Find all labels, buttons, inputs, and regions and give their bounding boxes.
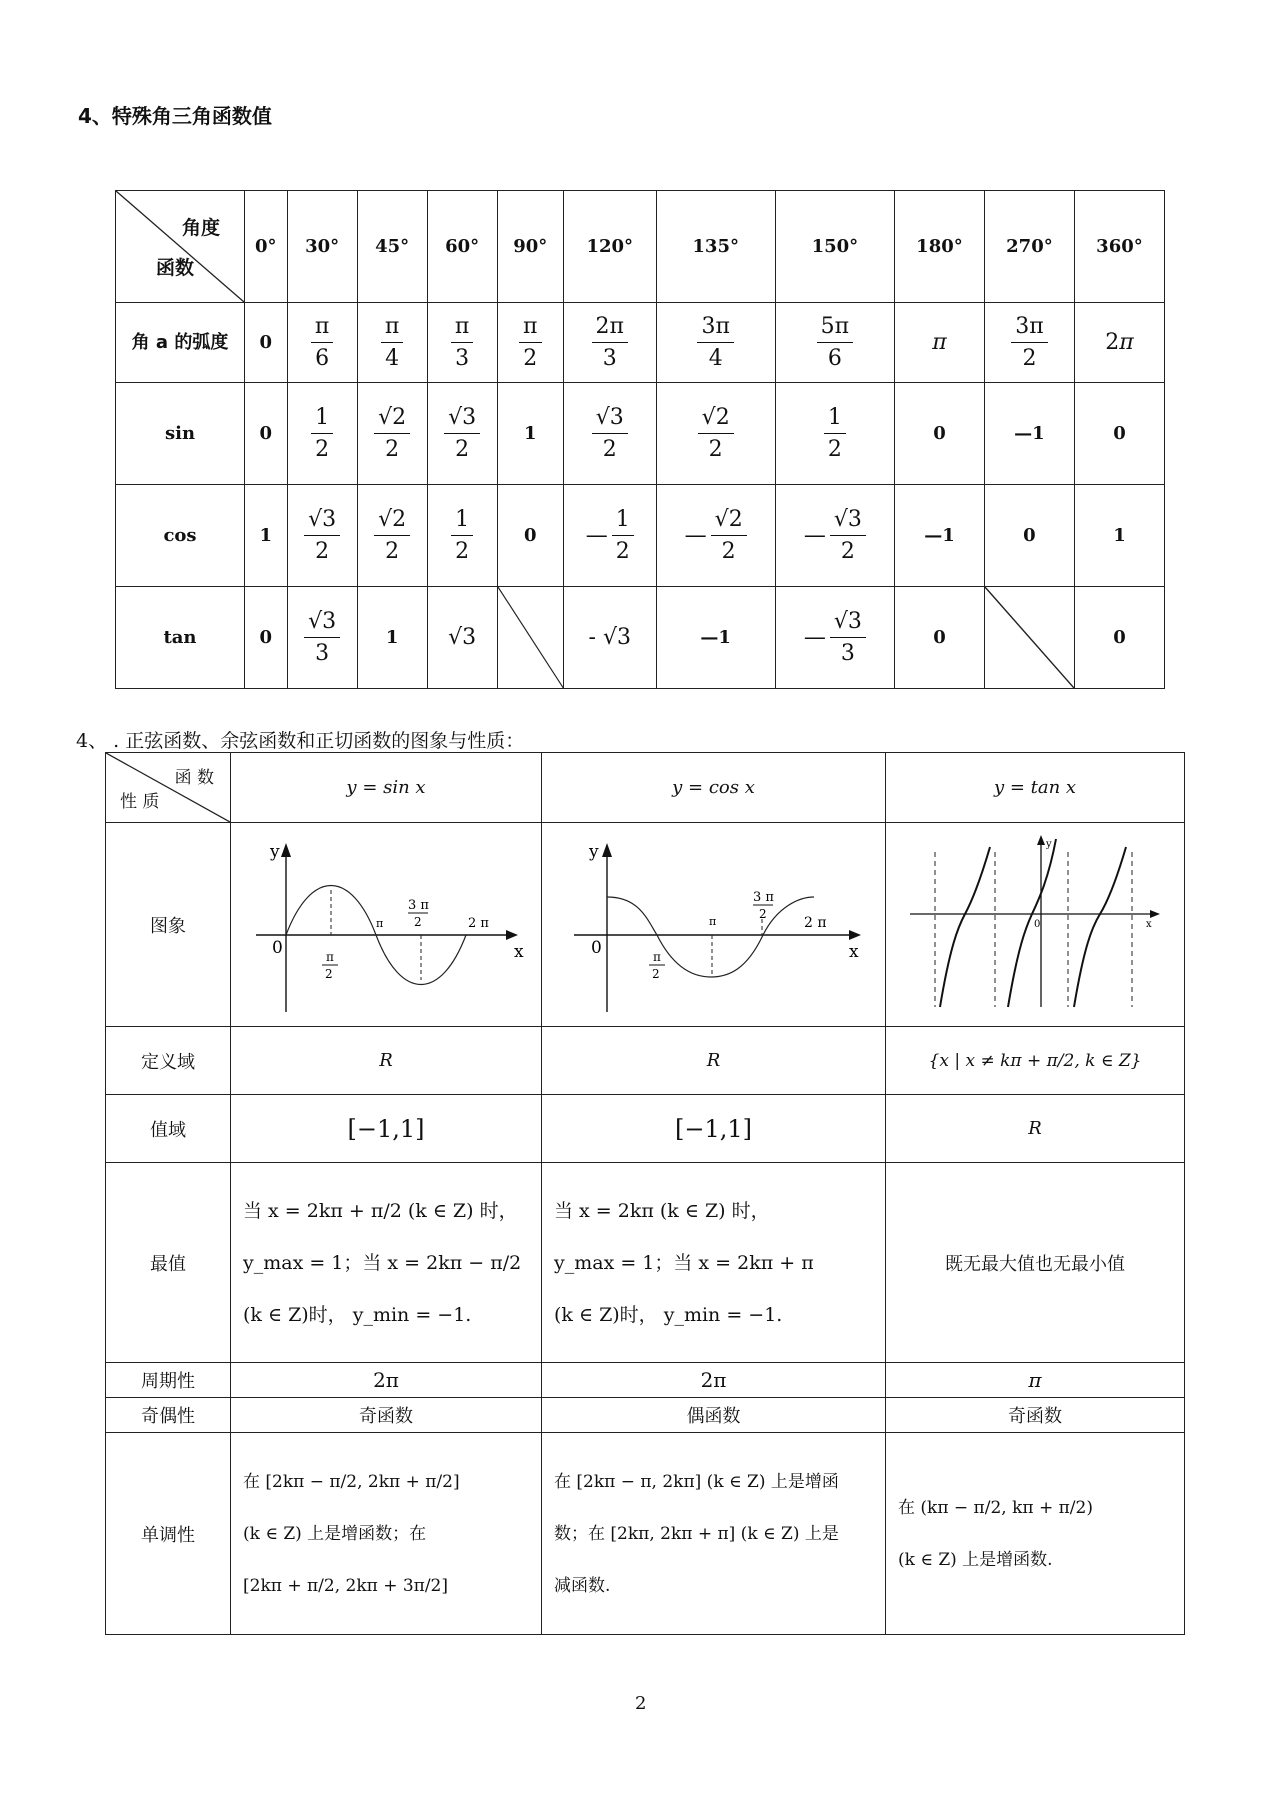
- extreme-sin-line: (k ∈ Z)时， y_min = −1.: [243, 1303, 472, 1326]
- radian-frac: $\frac{\pi}{6}$: [311, 314, 333, 371]
- pi-label: π: [376, 917, 384, 930]
- extreme-cos-line: (k ∈ Z)时， y_min = −1.: [554, 1303, 783, 1326]
- origin-label: 0: [1034, 919, 1041, 930]
- cos-label: cos: [116, 485, 245, 587]
- period-cos: 2π: [542, 1363, 886, 1398]
- three-pi-num: 3 π: [752, 890, 774, 905]
- diagonal-line: [116, 191, 244, 302]
- parity-row: [106, 1398, 1185, 1433]
- sin-frac: $\frac{1}{2}$: [824, 405, 846, 462]
- sin-frac: $\frac{√3}{2}$: [444, 405, 480, 462]
- graph-label: 图象: [106, 823, 231, 1027]
- domain-row: [106, 1027, 1185, 1095]
- angle-header: 0°: [245, 191, 288, 303]
- domain-label: 定义域: [106, 1027, 231, 1095]
- half-pi-den: 2: [325, 967, 333, 981]
- radian-frac: $\frac{\pi}{3}$: [451, 314, 473, 371]
- sin-cell: —1: [984, 383, 1074, 485]
- trig-properties-table: [105, 752, 1185, 1635]
- parity-tan: 奇函数: [886, 1398, 1185, 1433]
- parity-label: 奇偶性: [106, 1398, 231, 1433]
- angle-header: 150°: [775, 191, 894, 303]
- diagonal-line: [985, 587, 1074, 688]
- sin-graph: [236, 827, 536, 1017]
- cos-frac: $\frac{√3}{2}$: [830, 507, 866, 564]
- cos-cell: 1: [245, 485, 288, 587]
- special-angle-table: [115, 190, 1165, 689]
- mono-cos-line: 数；在 [2kπ, 2kπ + π] (k ∈ Z) 上是: [554, 1523, 839, 1544]
- period-tan: π: [886, 1363, 1185, 1398]
- angle-header: 90°: [497, 191, 563, 303]
- cos-cell: 1: [1074, 485, 1164, 587]
- angle-header: 270°: [984, 191, 1074, 303]
- tan-cell: - √3: [563, 587, 656, 689]
- extreme-tan: 既无最大值也无最小值: [886, 1163, 1185, 1363]
- header-sin: y = sin x: [231, 753, 542, 823]
- table2-corner-cell: [106, 753, 231, 823]
- monotone-label: 单调性: [106, 1433, 231, 1635]
- cos-frac: $\frac{1}{2}$: [451, 507, 473, 564]
- angle-header: 120°: [563, 191, 656, 303]
- radian-cell: π: [894, 303, 984, 383]
- sin-label: sin: [116, 383, 245, 485]
- diagonal-line: [498, 587, 563, 688]
- origin-label: 0: [272, 938, 283, 958]
- section2-title: 4、 . 正弦函数、余弦函数和正切函数的图象与性质：: [76, 730, 525, 752]
- tan-frac: $\frac{√3}{3}$: [830, 609, 866, 666]
- monotone-row: [106, 1433, 1185, 1635]
- angle-header: 45°: [357, 191, 427, 303]
- corner-func-label: 函数: [156, 257, 195, 279]
- angle-header: 30°: [287, 191, 357, 303]
- radian-frac: $\frac{2\pi}{3}$: [592, 314, 628, 371]
- radian-frac: $\frac{\pi}{2}$: [519, 314, 541, 371]
- angle-header: 360°: [1074, 191, 1164, 303]
- cos-row: cos 1 $\frac{√3}{2}$ $\frac{√2}{2}$ $\frac{1}{2}$ 0 — $\frac{1}{2}$ — $\frac{√2}{2}$ — $\frac{√3}{2}$ —1 0 1: [116, 485, 1165, 587]
- cos-frac: $\frac{√2}{2}$: [374, 507, 410, 564]
- mono-tan-line: 在 (kπ − π/2, kπ + π/2): [898, 1497, 1093, 1518]
- mono-sin-line: [2kπ + π/2, 2kπ + 3π/2]: [243, 1575, 449, 1596]
- radian-frac: $\frac{3\pi}{2}$: [1011, 314, 1047, 371]
- tan-undefined-cell: [984, 587, 1074, 689]
- mono-cos-line: 减函数.: [554, 1575, 611, 1596]
- x-axis-label: x: [514, 942, 524, 962]
- extreme-sin-line: y_max = 1；当 x = 2kπ − π/2: [243, 1251, 522, 1274]
- sin-cell: 0: [1074, 383, 1164, 485]
- corner-angle-label: 角度: [181, 217, 220, 239]
- x-axis-label: x: [1146, 919, 1152, 930]
- page-number: 2: [635, 1693, 647, 1714]
- range-cos: [−1,1]: [542, 1095, 886, 1163]
- radian-label: 角 a 的弧度: [116, 303, 245, 383]
- cos-frac: $\frac{√3}{2}$: [304, 507, 340, 564]
- tan-label: tan: [116, 587, 245, 689]
- tan-graph: [910, 827, 1160, 1017]
- tan-cell: —1: [656, 587, 775, 689]
- corner-func-label: 函 数: [174, 768, 214, 788]
- pi-label: π: [708, 915, 716, 928]
- period-sin: 2π: [231, 1363, 542, 1398]
- range-sin: [−1,1]: [231, 1095, 542, 1163]
- tan-cell: 0: [245, 587, 288, 689]
- y-axis-label: y: [1046, 839, 1052, 850]
- angle-header: 180°: [894, 191, 984, 303]
- tan-cell: 0: [1074, 587, 1164, 689]
- tan-cell: 0: [894, 587, 984, 689]
- range-label: 值域: [106, 1095, 231, 1163]
- two-pi-label: 2 π: [468, 916, 489, 931]
- extreme-row: [106, 1163, 1185, 1363]
- extreme-sin-line: 当 x = 2kπ + π/2 (k ∈ Z) 时，: [243, 1199, 518, 1222]
- tan-row: tan 0 $\frac{√3}{3}$ 1 √3 - √3 —1 — $\frac{√3}{3}$ 0 0: [116, 587, 1165, 689]
- sin-frac: $\frac{√2}{2}$: [698, 405, 734, 462]
- domain-tan: {x | x ≠ kπ + π/2, k ∈ Z}: [886, 1027, 1185, 1095]
- tan-graph-cell: [886, 823, 1185, 1027]
- radian-cell: 2π: [1074, 303, 1164, 383]
- three-pi-den: 2: [758, 907, 767, 921]
- extreme-cos-line: 当 x = 2kπ (k ∈ Z) 时，: [554, 1199, 770, 1222]
- y-axis-label: y: [270, 842, 280, 862]
- period-label: 周期性: [106, 1363, 231, 1398]
- parity-sin: 奇函数: [231, 1398, 542, 1433]
- sin-row: [116, 383, 1165, 485]
- cos-frac: $\frac{√2}{2}$: [711, 507, 747, 564]
- radian-row: [116, 303, 1165, 383]
- extreme-cos-line: y_max = 1；当 x = 2kπ + π: [554, 1251, 814, 1274]
- period-row: [106, 1363, 1185, 1398]
- tan-cell: √3: [427, 587, 497, 689]
- radian-frac: $\frac{5\pi}{6}$: [817, 314, 853, 371]
- radian-frac: $\frac{\pi}{4}$: [381, 314, 403, 371]
- cos-cell: —1: [894, 485, 984, 587]
- y-axis-label: y: [588, 842, 599, 862]
- half-pi-num: π: [652, 950, 661, 964]
- tan-undefined-cell: [497, 587, 563, 689]
- graph-row: [106, 823, 1185, 1027]
- x-axis-label: x: [848, 942, 859, 962]
- mono-tan-line: (k ∈ Z) 上是增函数.: [898, 1549, 1053, 1570]
- sin-graph-cell: [231, 823, 542, 1027]
- radian-frac: $\frac{3\pi}{4}$: [697, 314, 733, 371]
- origin-label: 0: [590, 938, 602, 958]
- mono-sin-line: (k ∈ Z) 上是增函数；在: [243, 1523, 427, 1544]
- parity-cos: 偶函数: [542, 1398, 886, 1433]
- sin-cell: 0: [245, 383, 288, 485]
- sin-frac: $\frac{1}{2}$: [311, 405, 333, 462]
- mono-cos-line: 在 [2kπ − π, 2kπ] (k ∈ Z) 上是增函: [554, 1471, 839, 1492]
- range-row: [106, 1095, 1185, 1163]
- header-cos: y = cos x: [542, 753, 886, 823]
- sin-cell: 1: [497, 383, 563, 485]
- tan-frac: $\frac{√3}{3}$: [304, 609, 340, 666]
- half-pi-den: 2: [651, 967, 660, 981]
- cos-graph-cell: [542, 823, 886, 1027]
- mono-sin-line: 在 [2kπ − π/2, 2kπ + π/2]: [243, 1471, 460, 1492]
- range-tan: R: [886, 1095, 1185, 1163]
- domain-cos: R: [542, 1027, 886, 1095]
- three-pi-den: 2: [414, 915, 422, 929]
- sin-frac: $\frac{√3}{2}$: [592, 405, 628, 462]
- two-pi-label: 2 π: [803, 915, 827, 931]
- extreme-label: 最值: [106, 1163, 231, 1363]
- sin-frac: $\frac{√2}{2}$: [374, 405, 410, 462]
- cos-frac: $\frac{1}{2}$: [612, 507, 634, 564]
- table1-corner-cell: [116, 191, 245, 303]
- radian-cell: 0: [245, 303, 288, 383]
- angle-header: 135°: [656, 191, 775, 303]
- cos-cell: 0: [497, 485, 563, 587]
- cos-graph: [549, 827, 879, 1017]
- domain-sin: R: [231, 1027, 542, 1095]
- cos-cell: 0: [984, 485, 1074, 587]
- three-pi-num: 3 π: [408, 898, 429, 913]
- angle-header: 60°: [427, 191, 497, 303]
- corner-prop-label: 性 质: [120, 792, 160, 812]
- section1-title: 4、特殊角三角函数值: [78, 104, 272, 128]
- sin-cell: 0: [894, 383, 984, 485]
- header-tan: y = tan x: [886, 753, 1185, 823]
- half-pi-num: π: [326, 950, 334, 964]
- tan-cell: 1: [357, 587, 427, 689]
